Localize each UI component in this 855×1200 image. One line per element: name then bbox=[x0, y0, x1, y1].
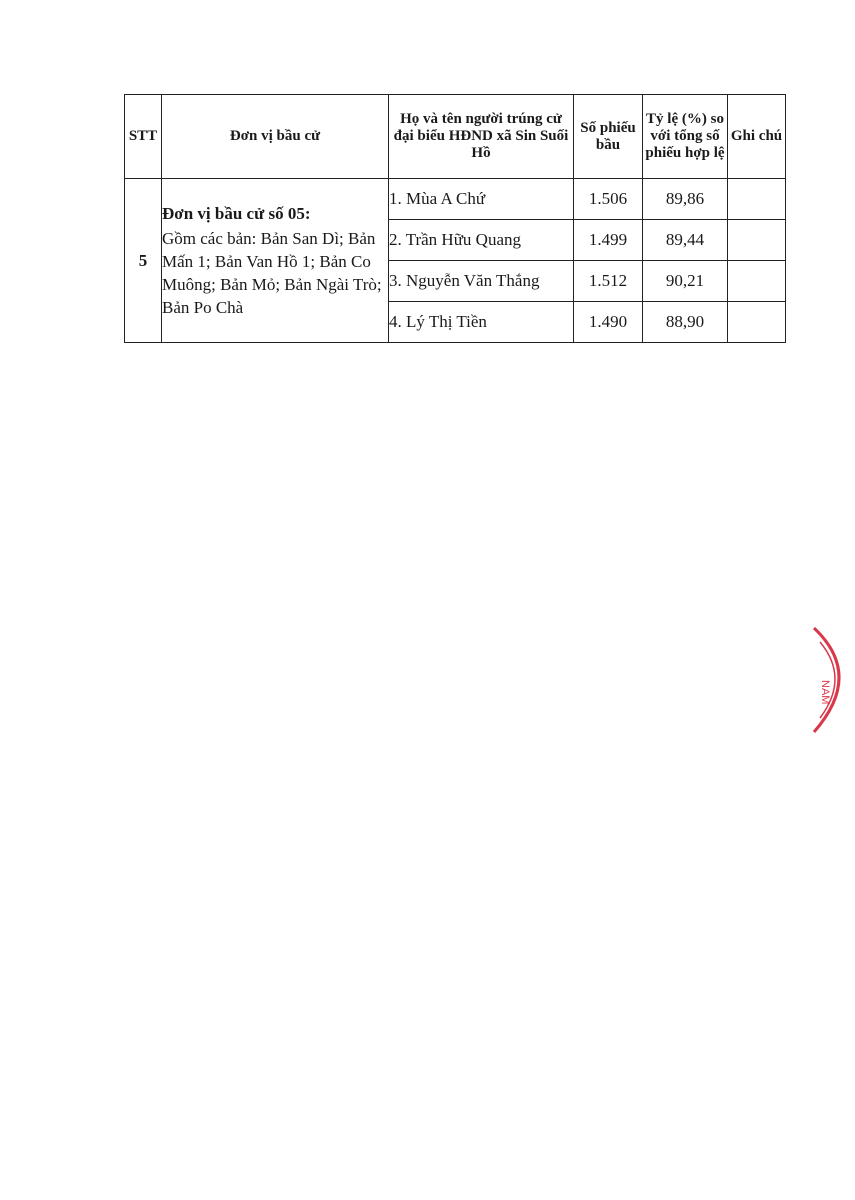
note-cell bbox=[728, 179, 786, 220]
vote-rate: 90,21 bbox=[643, 261, 728, 302]
vote-count: 1.499 bbox=[574, 220, 643, 261]
table-header-row bbox=[125, 95, 786, 179]
header-votes: Số phiếu bầu bbox=[574, 95, 643, 179]
note-cell bbox=[728, 302, 786, 343]
vote-rate: 89,86 bbox=[643, 179, 728, 220]
vote-count: 1.512 bbox=[574, 261, 643, 302]
header-unit: Đơn vị bầu cử bbox=[162, 95, 389, 179]
vote-rate: 89,44 bbox=[643, 220, 728, 261]
candidate-name: 2. Trần Hữu Quang bbox=[389, 220, 574, 261]
election-results-table bbox=[124, 94, 786, 343]
stt-cell: 5 bbox=[125, 179, 162, 343]
header-note: Ghi chú bbox=[728, 95, 786, 179]
note-cell bbox=[728, 220, 786, 261]
vote-count: 1.490 bbox=[574, 302, 643, 343]
official-stamp-seal bbox=[806, 620, 855, 740]
vote-count: 1.506 bbox=[574, 179, 643, 220]
note-cell bbox=[728, 261, 786, 302]
header-rate: Tỷ lệ (%) so với tổng số phiếu hợp lệ bbox=[643, 95, 728, 179]
unit-cell bbox=[162, 179, 389, 343]
unit-description: Gồm các bản: Bản San Dì; Bản Mấn 1; Bản Van Hồ 1; Bản Co Muông; Bản Mỏ; Bản Ngài Trò; Bản Po Chà bbox=[162, 229, 382, 317]
vote-rate: 88,90 bbox=[643, 302, 728, 343]
candidate-name: 4. Lý Thị Tiền bbox=[389, 302, 574, 343]
candidate-name: 3. Nguyễn Văn Thắng bbox=[389, 261, 574, 302]
unit-title: Đơn vị bầu cử số 05: bbox=[162, 204, 311, 223]
candidate-name: 1. Mùa A Chứ bbox=[389, 179, 574, 220]
stamp-text: NAM bbox=[819, 680, 831, 705]
header-name: Họ và tên người trúng cử đại biểu HĐND xã Sin Suối Hồ bbox=[389, 95, 574, 179]
table-row bbox=[125, 179, 786, 220]
header-stt: STT bbox=[125, 95, 162, 179]
